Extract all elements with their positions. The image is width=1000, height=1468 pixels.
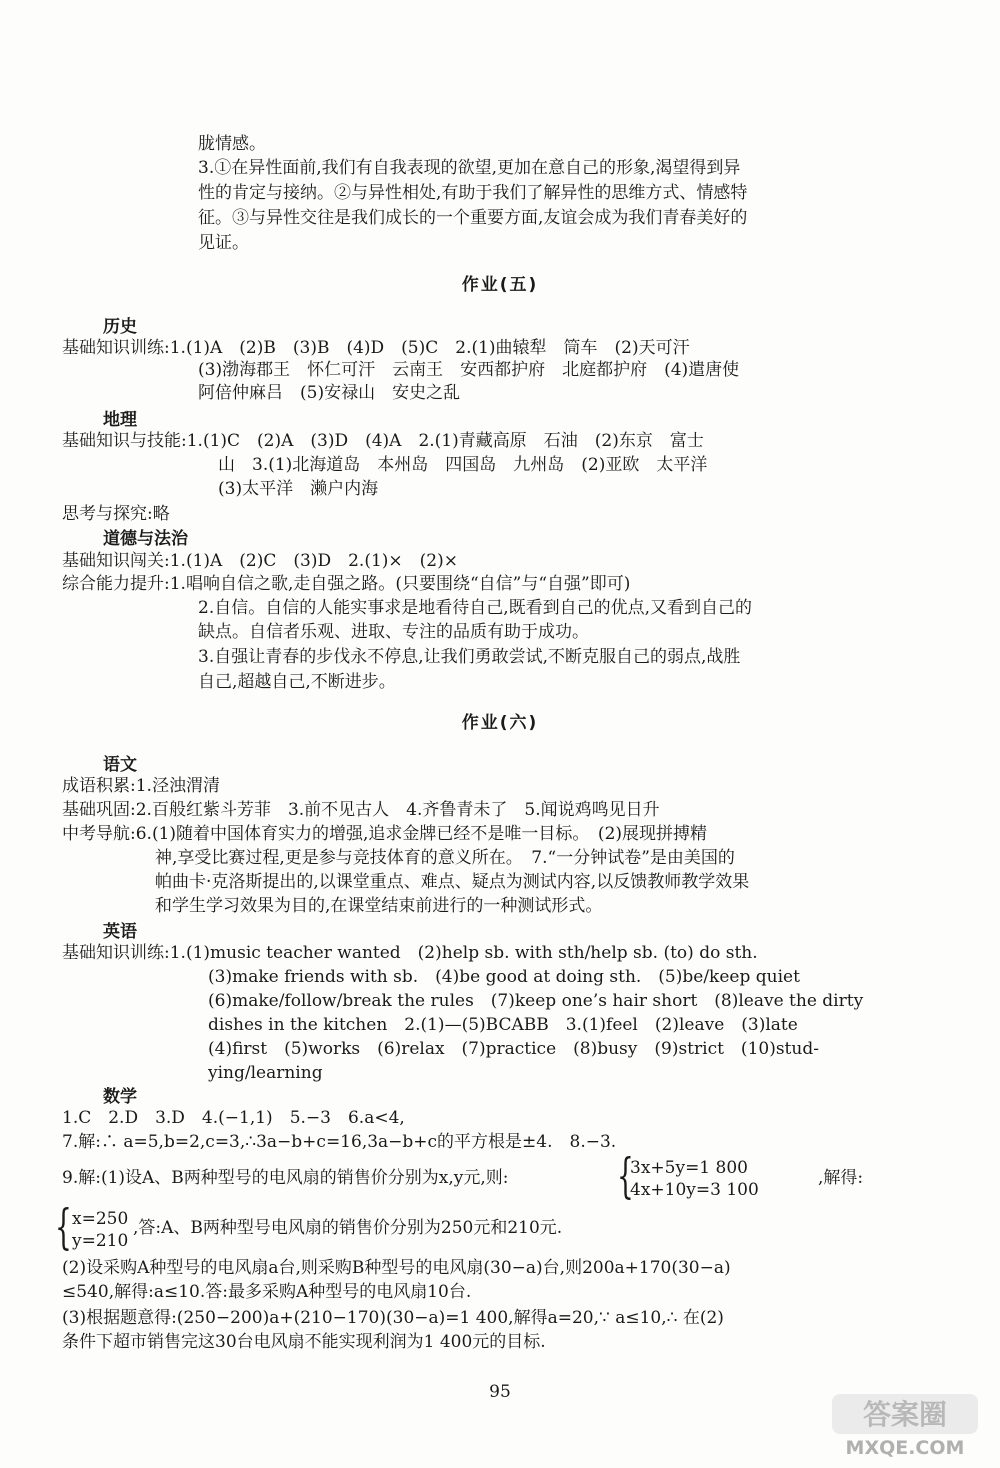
math-line: (3)根据题意得:(250−200)a+(210−170)(30−a)=1 400,解得a=20,∵ a≤10,∴ 在(2): [62, 1308, 724, 1328]
chinese-line: 和学生学习效果为目的,在课堂结束前进行的一种测试形式。: [155, 896, 603, 916]
subject-history: 历史: [103, 317, 137, 337]
equation-brace: {: [617, 1148, 634, 1204]
subject-english: 英语: [103, 922, 137, 942]
chinese-line: 中考导航:6.(1)随着中国体育实力的增强,追求金牌已经不是唯一目标。 (2)展现拼搏精: [62, 824, 708, 844]
moral-line: 2.自信。自信的人能实事求是地看待自己,既看到自己的优点,又看到自己的: [198, 598, 753, 618]
watermark-logo: [830, 1390, 980, 1460]
math-line: 1.C 2.D 3.D 4.(−1,1) 5.−3 6.a<4,: [62, 1108, 405, 1128]
subject-geography: 地理: [103, 410, 137, 430]
watermark-text: 答案圈: [862, 1398, 948, 1431]
moral-line: 3.自强让青春的步伐永不停息,让我们勇敢尝试,不断克服自己的弱点,战胜: [198, 647, 741, 667]
math-line: ,答:A、B两种型号电风扇的销售价分别为250元和210元.: [133, 1218, 563, 1238]
equation-brace: {: [55, 1199, 72, 1255]
english-line: (3)make friends with sb. (4)be good at doing sth. (5)be/keep quiet: [208, 967, 800, 987]
math-line: 7.解:∴ a=5,b=2,c=3,∴3a−b+c=16,3a−b+c的平方根是±4. 8.−3.: [62, 1132, 617, 1152]
intro-line: 征。③与异性交往是我们成长的一个重要方面,友谊会成为我们青春美好的: [198, 208, 748, 228]
intro-line: 胧情感。: [198, 134, 266, 154]
geography-line: 山 3.(1)北海道岛 本州岛 四国岛 九州岛 (2)亚欧 太平洋: [218, 455, 708, 475]
subject-moral-law: 道德与法治: [103, 529, 188, 549]
equation-system-1: [630, 1157, 759, 1201]
moral-line: 自己,超越自己,不断进步。: [198, 672, 396, 692]
math-line: 9.解:(1)设A、B两种型号的电风扇的销售价分别为x,y元,则:: [62, 1168, 509, 1188]
watermark-url: MXQE.COM: [845, 1437, 965, 1459]
english-line: (4)first (5)works (6)relax (7)practice (8)busy (9)strict (10)stud-: [208, 1039, 819, 1059]
math-line: 条件下超市销售完这30台电风扇不能实现利润为1 400元的目标.: [62, 1332, 546, 1352]
english-line: ying/learning: [208, 1063, 323, 1083]
english-line: 基础知识训练:1.(1)music teacher wanted (2)help sb. with sth/help sb. (to) do sth.: [62, 943, 758, 963]
history-line: (3)渤海郡王 怀仁可汗 云南王 安西都护府 北庭都护府 (4)遣唐使: [198, 360, 740, 380]
equation: y=210: [72, 1231, 129, 1251]
chinese-line: 帕曲卡·克洛斯提出的,以课堂重点、难点、疑点为测试内容,以反馈教师教学效果: [155, 872, 750, 892]
section-title-hw6: 作业(六): [461, 713, 539, 733]
english-line: (6)make/follow/break the rules (7)keep one’s hair short (8)leave the dirty: [208, 991, 864, 1011]
equation: 4x+10y=3 100: [630, 1180, 759, 1200]
subject-chinese: 语文: [103, 755, 137, 775]
chinese-line: 基础巩固:2.百般红紫斗芳菲 3.前不见古人 4.齐鲁青未了 5.闻说鸡鸣见日升: [62, 800, 660, 820]
math-line: ≤540,解得:a≤10.答:最多采购A种型号的电风扇10台.: [62, 1282, 472, 1302]
equation: x=250: [72, 1209, 129, 1229]
intro-line: 性的肯定与接纳。②与异性相处,有助于我们了解异性的思维方式、情感特: [198, 183, 748, 203]
history-line: 阿倍仲麻吕 (5)安禄山 安史之乱: [198, 383, 461, 403]
subject-math: 数学: [103, 1087, 137, 1107]
page-number: 95: [489, 1382, 511, 1402]
chinese-line: 神,享受比赛过程,更是参与竞技体育的意义所在。 7.“一分钟试卷”是由美国的: [155, 848, 735, 868]
history-line: 基础知识训练:1.(1)A (2)B (3)B (4)D (5)C 2.(1)曲辕犁 筒车 (2)天可汗: [62, 338, 690, 358]
chinese-line: 成语积累:1.泾浊渭清: [62, 776, 220, 796]
equation: 3x+5y=1 800: [630, 1158, 748, 1178]
math-line: (2)设采购A种型号的电风扇a台,则采购B种型号的电风扇(30−a)台,则200a+170(30−a): [62, 1258, 731, 1278]
moral-line: 综合能力提升:1.唱响自信之歌,走自强之路。(只要围绕“自信”与“自强”即可): [62, 574, 631, 594]
geography-line: 基础知识与技能:1.(1)C (2)A (3)D (4)A 2.(1)青藏高原 石油 (2)东京 富士: [62, 431, 704, 451]
moral-line: 基础知识闯关:1.(1)A (2)C (3)D 2.(1)× (2)×: [62, 551, 458, 571]
geography-line: 思考与探究:略: [62, 504, 170, 524]
geography-line: (3)太平洋 濑户内海: [218, 479, 379, 499]
intro-line: 见证。: [198, 233, 249, 253]
moral-line: 缺点。自信者乐观、进取、专注的品质有助于成功。: [198, 622, 589, 642]
intro-line: 3.①在异性面前,我们有自我表现的欲望,更加在意自己的形象,渴望得到异: [198, 158, 741, 178]
math-line: ,解得:: [818, 1168, 864, 1188]
english-line: dishes in the kitchen 2.(1)—(5)BCABB 3.(1)feel (2)leave (3)late: [208, 1015, 798, 1035]
section-title-hw5: 作业(五): [461, 275, 539, 295]
equation-system-2: [62, 1208, 128, 1252]
